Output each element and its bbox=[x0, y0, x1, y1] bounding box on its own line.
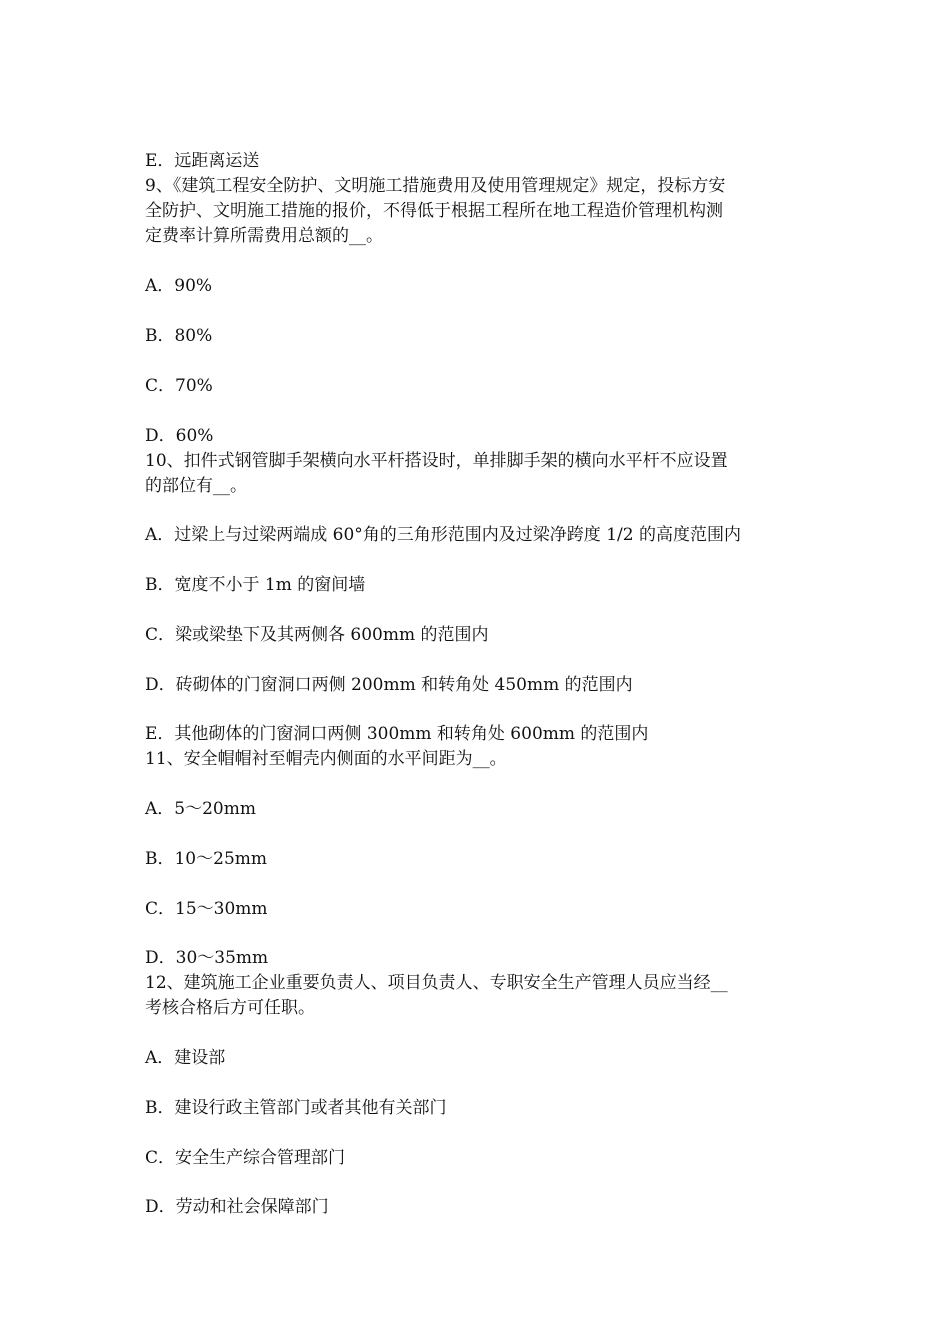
question-9-line-1: 9、《建筑工程安全防护、文明施工措施费用及使用管理规定》规定，投标方安 bbox=[145, 176, 726, 196]
option-a-q9: A．90% bbox=[145, 276, 213, 296]
option-d-q12: D．劳动和社会保障部门 bbox=[145, 1197, 329, 1217]
option-a-q10: A．过梁上与过梁两端成 60°角的三角形范围内及过梁净跨度 1/2 的高度范围内 bbox=[145, 525, 741, 545]
option-d-q9: D．60% bbox=[145, 426, 214, 446]
question-10-line-1: 10、扣件式钢管脚手架横向水平杆搭设时，单排脚手架的横向水平杆不应设置 bbox=[145, 451, 728, 471]
option-a-q12: A．建设部 bbox=[145, 1048, 226, 1068]
option-c-q10: C．梁或梁垫下及其两侧各 600mm 的范围内 bbox=[145, 625, 489, 645]
option-b-q12: B．建设行政主管部门或者其他有关部门 bbox=[145, 1098, 447, 1118]
question-12-line-2: 考核合格后方可任职。 bbox=[145, 998, 315, 1018]
question-10-line-2: 的部位有__。 bbox=[145, 476, 247, 496]
option-c-q9: C．70% bbox=[145, 376, 213, 396]
question-11: 11、安全帽帽衬至帽壳内侧面的水平间距为__。 bbox=[145, 749, 507, 769]
option-b-q9: B．80% bbox=[145, 326, 213, 346]
option-a-q11: A．5～20mm bbox=[145, 799, 256, 819]
option-b-q10: B．宽度不小于 1m 的窗间墙 bbox=[145, 575, 366, 595]
option-e-q10: E．其他砌体的门窗洞口两侧 300mm 和转角处 600mm 的范围内 bbox=[145, 724, 649, 744]
question-9-line-3: 定费率计算所需费用总额的__。 bbox=[145, 226, 383, 246]
option-c-q12: C．安全生产综合管理部门 bbox=[145, 1148, 346, 1168]
option-d-q11: D．30～35mm bbox=[145, 948, 269, 968]
option-b-q11: B．10～25mm bbox=[145, 849, 267, 869]
option-d-q10: D．砖砌体的门窗洞口两侧 200mm 和转角处 450mm 的范围内 bbox=[145, 675, 633, 695]
question-9-line-2: 全防护、文明施工措施的报价，不得低于根据工程所在地工程造价管理机构测 bbox=[145, 201, 723, 221]
option-c-q11: C．15～30mm bbox=[145, 899, 268, 919]
option-e-q8: E．远距离运送 bbox=[145, 151, 260, 171]
question-12-line-1: 12、建筑施工企业重要负责人、项目负责人、专职安全生产管理人员应当经__ bbox=[145, 973, 728, 993]
